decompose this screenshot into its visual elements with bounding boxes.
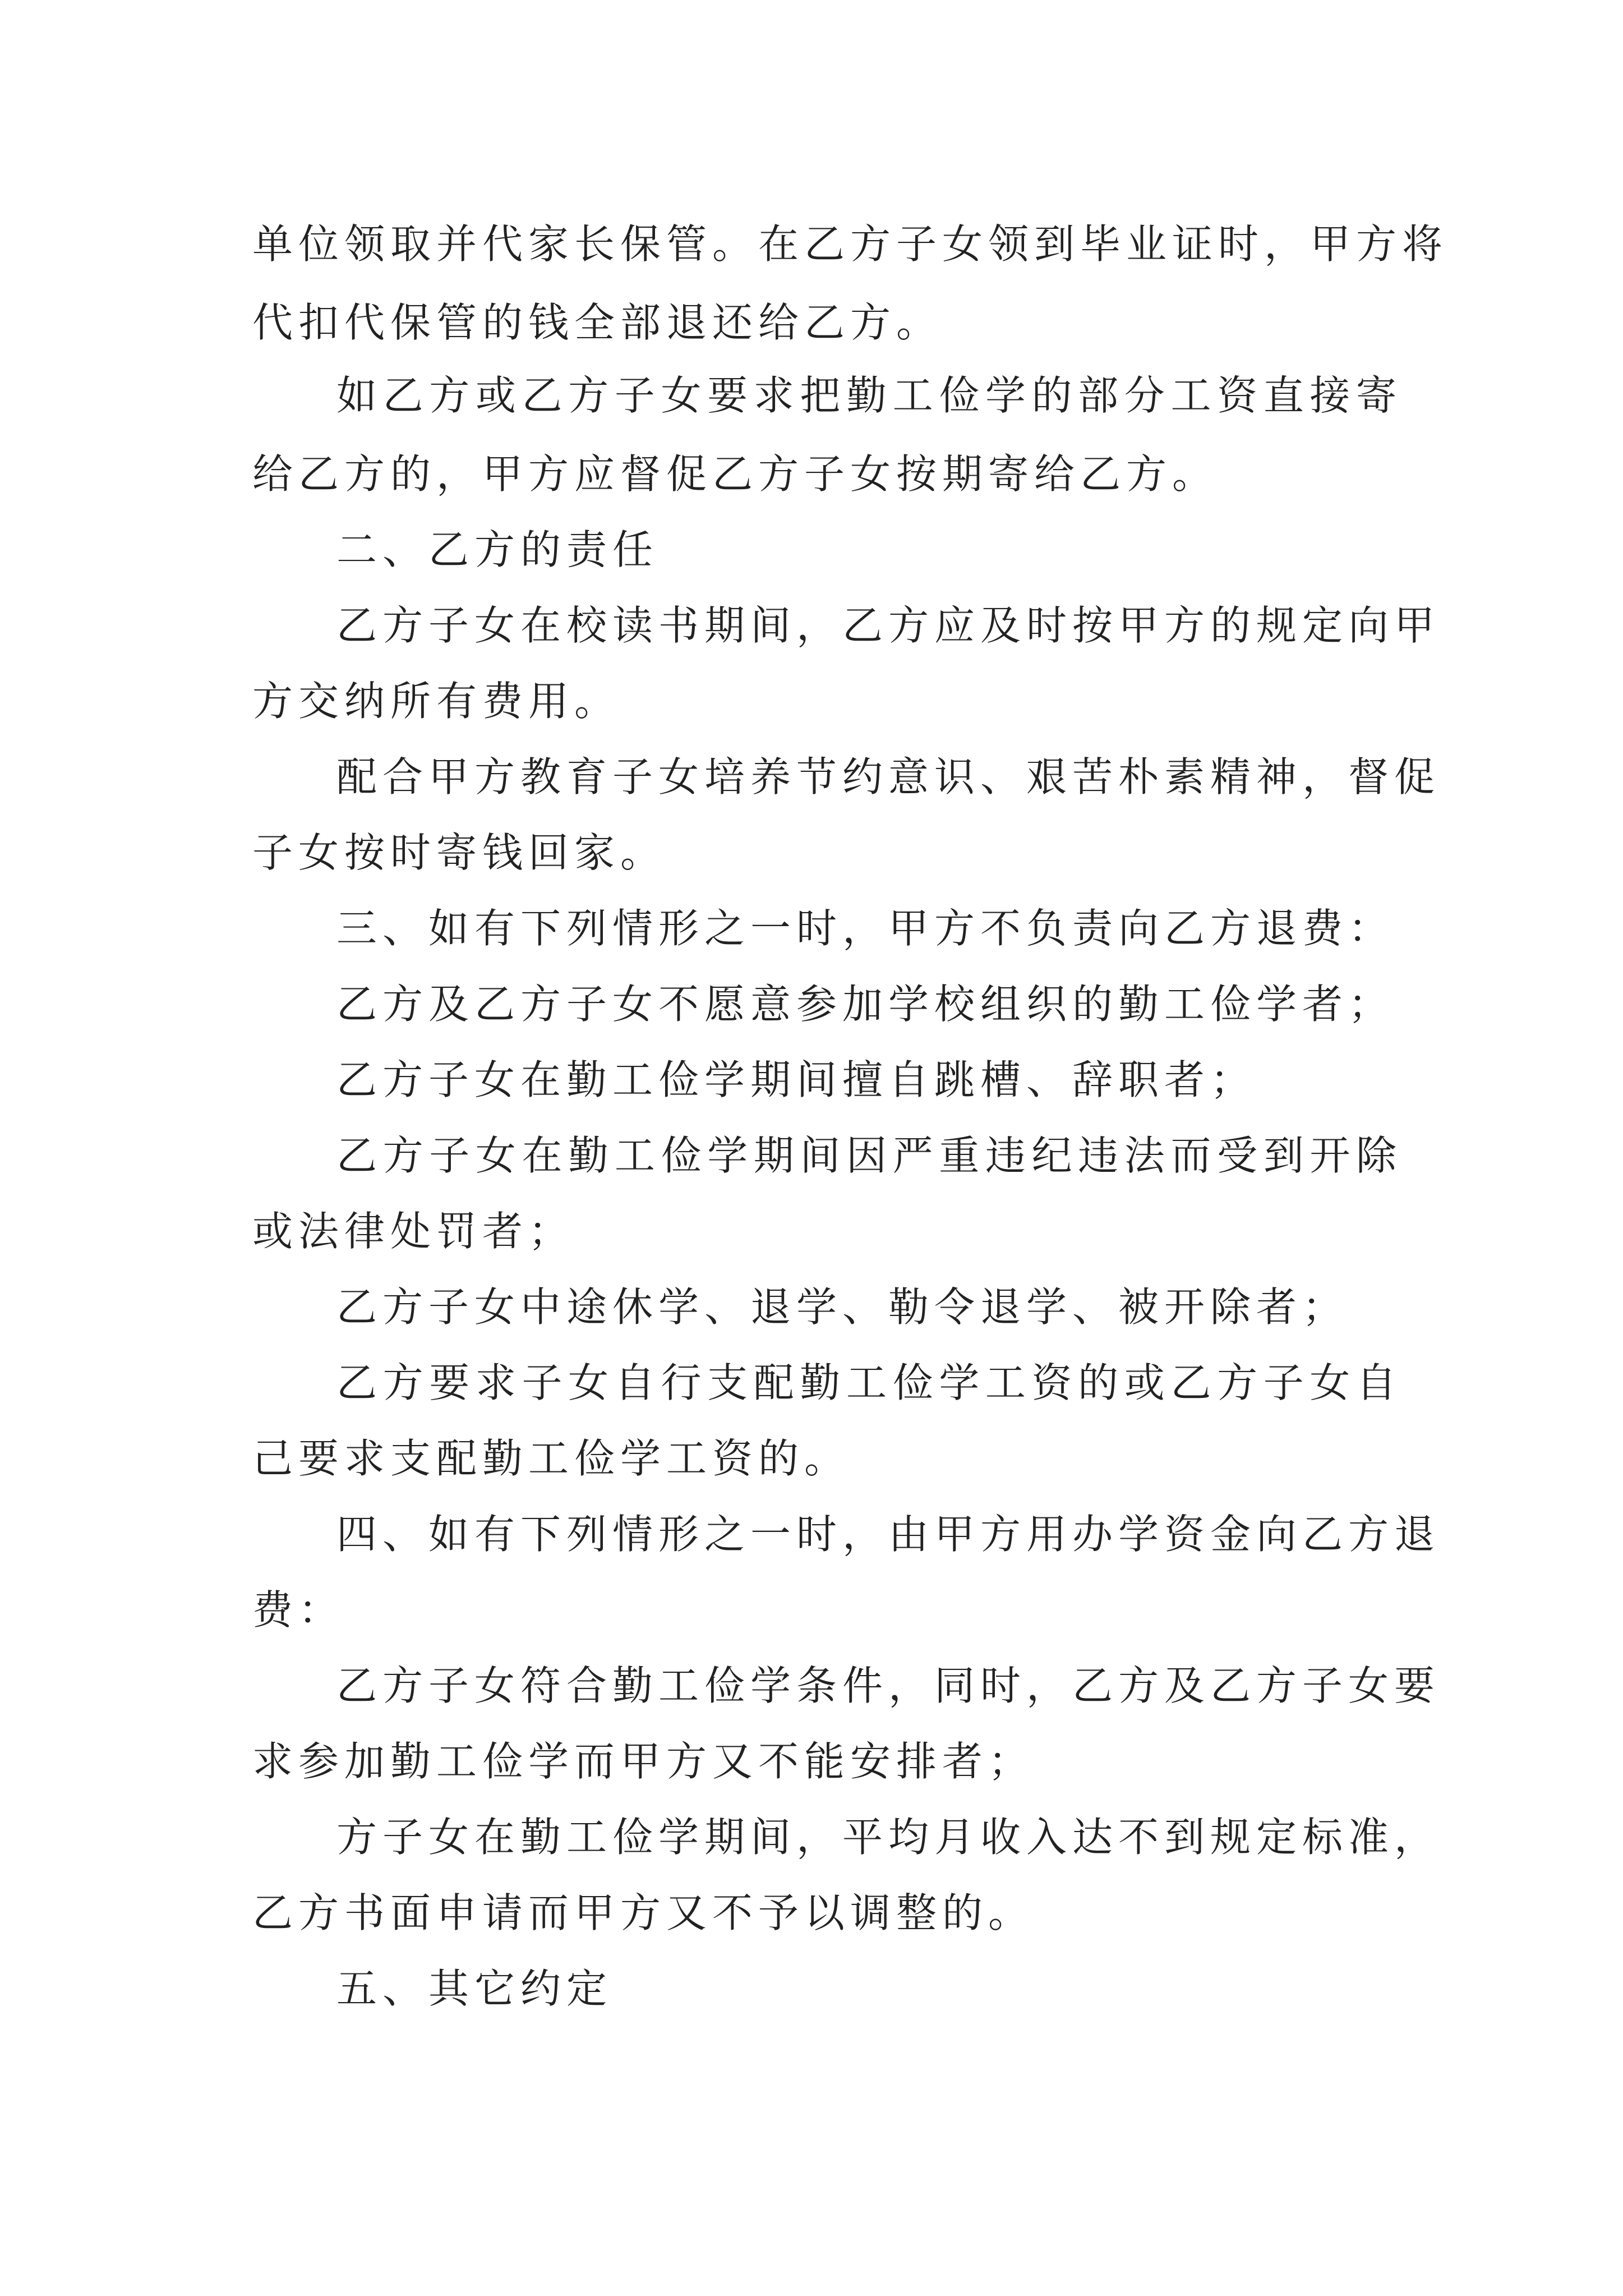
paragraph-line: 乙方书面申请而甲方又不予以调整的。 — [252, 1889, 1035, 1936]
paragraph-line: 代扣代保管的钱全部退还给乙方。 — [252, 299, 943, 346]
paragraph-line: 给乙方的，甲方应督促乙方子女按期寄给乙方。 — [252, 450, 1219, 498]
paragraph-line: 乙方子女在勤工俭学期间因严重违纪违法而受到开除 — [336, 1132, 1402, 1179]
paragraph-line: 单位领取并代家长保管。在乙方子女领到毕业证时，甲方将 — [252, 220, 1449, 268]
section-heading: 费： — [252, 1586, 345, 1634]
paragraph-line: 求参加勤工俭学而甲方又不能安排者； — [252, 1738, 1035, 1785]
section-heading: 四、如有下列情形之一时，由甲方用办学资金向乙方退 — [336, 1511, 1441, 1558]
paragraph-line: 配合甲方教育子女培养节约意识、艰苦朴素精神，督促 — [336, 753, 1441, 800]
paragraph-line: 方交纳所有费用。 — [252, 678, 621, 725]
paragraph-line: 方子女在勤工俭学期间，平均月收入达不到规定标准， — [336, 1814, 1441, 1861]
paragraph-line: 乙方子女符合勤工俭学条件，同时，乙方及乙方子女要 — [336, 1662, 1441, 1709]
section-heading: 三、如有下列情形之一时，甲方不负责向乙方退费： — [336, 905, 1395, 952]
paragraph-line: 乙方及乙方子女不愿意参加学校组织的勤工俭学者； — [336, 981, 1395, 1028]
paragraph-line: 乙方子女在勤工俭学期间擅自跳槽、辞职者； — [336, 1056, 1257, 1103]
paragraph-line: 乙方要求子女自行支配勤工俭学工资的或乙方子女自 — [336, 1359, 1402, 1406]
section-heading: 五、其它约定 — [336, 1965, 613, 2012]
paragraph-line: 或法律处罚者； — [252, 1208, 575, 1255]
paragraph-line: 己要求支配勤工俭学工资的。 — [252, 1435, 851, 1482]
paragraph-line: 子女按时寄钱回家。 — [252, 829, 667, 876]
section-heading: 二、乙方的责任 — [336, 526, 659, 573]
paragraph-line: 如乙方或乙方子女要求把勤工俭学的部分工资直接寄 — [336, 372, 1402, 419]
paragraph-line: 乙方子女在校读书期间，乙方应及时按甲方的规定向甲 — [336, 602, 1441, 649]
paragraph-line: 乙方子女中途休学、退学、勒令退学、被开除者； — [336, 1283, 1349, 1331]
